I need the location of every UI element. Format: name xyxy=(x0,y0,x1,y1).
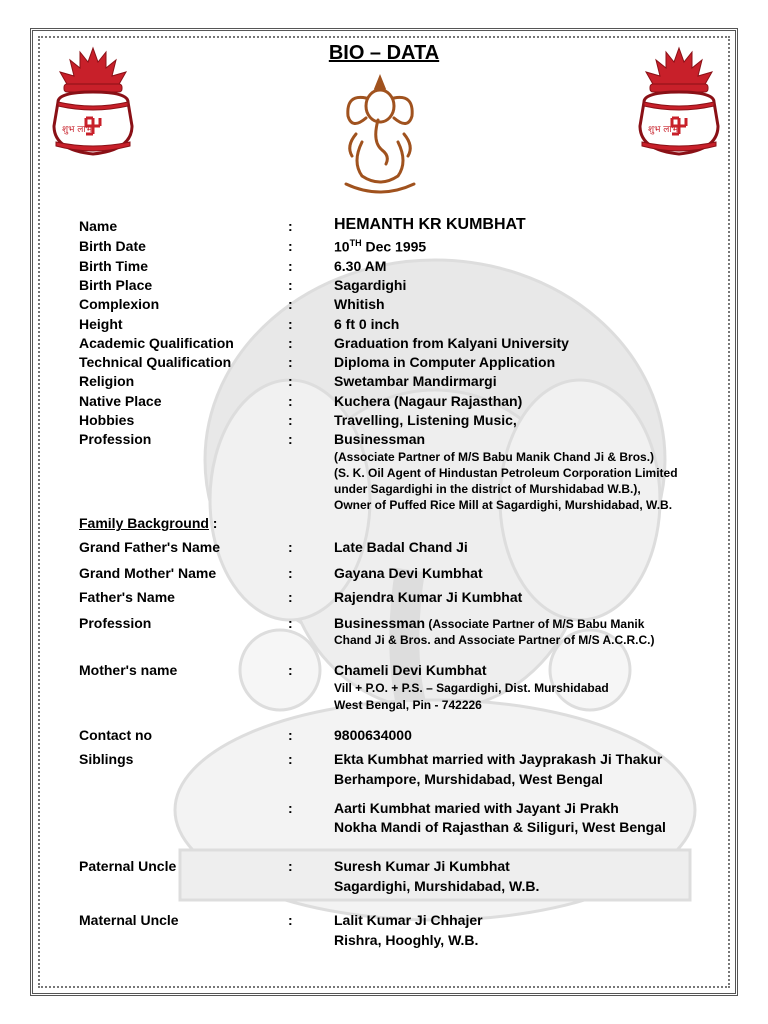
hobbies-value: Travelling, Listening Music, xyxy=(334,412,517,428)
complexion-label: Complexion xyxy=(79,296,160,312)
hobbies-label: Hobbies xyxy=(79,412,135,428)
profession-label: Profession xyxy=(79,431,152,447)
kalash-left-icon xyxy=(50,46,136,158)
mother-address-1: Vill + P.O. + P.S. – Sagardighi, Dist. Murshidabad xyxy=(334,681,609,695)
birth-place-colon: : xyxy=(288,277,293,293)
family-background-heading: Family Background : xyxy=(79,515,218,531)
birth-time-label: Birth Time xyxy=(79,258,148,274)
maternal-uncle-colon: : xyxy=(288,912,293,928)
profession-detail-3: under Sagardighi in the district of Murshidabad W.B.), xyxy=(334,482,641,496)
name-colon: : xyxy=(288,218,293,234)
technical-qualification-label: Technical Qualification xyxy=(79,354,232,370)
paternal-uncle-value: Suresh Kumar Ji Kumbhat xyxy=(334,858,510,874)
svg-text:शुभ लाभ: शुभ लाभ xyxy=(62,125,93,135)
profession-value: Businessman xyxy=(334,431,426,447)
technical-qualification-colon: : xyxy=(288,354,293,370)
sibling-1-value: Ekta Kumbhat married with Jayprakash Ji Thakur xyxy=(334,751,663,767)
birth-time-colon: : xyxy=(288,258,293,274)
profession-detail-1: (Associate Partner of M/S Babu Manik Chand Ji & Bros.) xyxy=(334,450,655,464)
hobbies-colon: : xyxy=(288,412,293,428)
grandfather-value: Late Badal Chand Ji xyxy=(334,539,468,555)
father-profession-detail: Chand Ji & Bros. and Associate Partner of M/S A.C.R.C.) xyxy=(334,633,655,647)
grandfather-label: Grand Father's Name xyxy=(79,539,221,555)
father-profession-colon: : xyxy=(288,615,293,631)
grandmother-label: Grand Mother' Name xyxy=(79,565,217,581)
technical-qualification-value: Diploma in Computer Application xyxy=(334,354,556,370)
birth-date-label: Birth Date xyxy=(79,238,146,254)
mother-colon: : xyxy=(288,662,293,678)
sibling-2-place: Nokha Mandi of Rajasthan & Siliguri, West Bengal xyxy=(334,819,666,835)
height-label: Height xyxy=(79,316,123,332)
maternal-uncle-value: Lalit Kumar Ji Chhajer xyxy=(334,912,483,928)
religion-colon: : xyxy=(288,373,293,389)
document-title: BIO – DATA xyxy=(328,42,440,64)
kalash-right-icon xyxy=(636,46,722,158)
religion-value: Swetambar Mandirmargi xyxy=(334,373,497,389)
native-place-colon: : xyxy=(288,393,293,409)
profession-detail-2: (S. K. Oil Agent of Hindustan Petroleum Corporation Limited xyxy=(334,466,678,480)
father-colon: : xyxy=(288,589,293,605)
paternal-uncle-place: Sagardighi, Murshidabad, W.B. xyxy=(334,878,540,894)
grandmother-value: Gayana Devi Kumbhat xyxy=(334,565,483,581)
paternal-uncle-label: Paternal Uncle xyxy=(79,858,177,874)
birth-time-value: 6.30 AM xyxy=(334,258,387,274)
paternal-uncle-colon: : xyxy=(288,858,293,874)
mother-address-2: West Bengal, Pin - 742226 xyxy=(334,698,482,712)
mother-value: Chameli Devi Kumbhat xyxy=(334,662,487,678)
name-value: HEMANTH KR KUMBHAT xyxy=(334,216,526,233)
birth-date-colon: : xyxy=(288,238,293,254)
grandfather-colon: : xyxy=(288,539,293,555)
native-place-value: Kuchera (Nagaur Rajasthan) xyxy=(334,393,523,409)
contact-label: Contact no xyxy=(79,727,153,743)
native-place-label: Native Place xyxy=(79,393,162,409)
siblings-colon: : xyxy=(288,751,293,767)
grandmother-colon: : xyxy=(288,565,293,581)
father-label: Father's Name xyxy=(79,589,175,605)
mother-label: Mother's name xyxy=(79,662,178,678)
profession-detail-4: Owner of Puffed Rice Mill at Sagardighi, Murshidabad, W.B. xyxy=(334,498,673,512)
siblings-label: Siblings xyxy=(79,751,134,767)
height-colon: : xyxy=(288,316,293,332)
academic-qualification-colon: : xyxy=(288,335,293,351)
complexion-value: Whitish xyxy=(334,296,385,312)
ganesha-icon xyxy=(332,72,428,200)
birth-date-value: 10TH Dec 1995 xyxy=(334,238,427,255)
contact-colon: : xyxy=(288,727,293,743)
father-profession-label: Profession xyxy=(79,615,152,631)
complexion-colon: : xyxy=(288,296,293,312)
sibling-1-place: Berhampore, Murshidabad, West Bengal xyxy=(334,771,603,787)
academic-qualification-value: Graduation from Kalyani University xyxy=(334,335,569,351)
height-value: 6 ft 0 inch xyxy=(334,316,400,332)
contact-value: 9800634000 xyxy=(334,727,412,743)
maternal-uncle-label: Maternal Uncle xyxy=(79,912,179,928)
sibling-2-value: Aarti Kumbhat maried with Jayant Ji Prakh xyxy=(334,800,619,816)
academic-qualification-label: Academic Qualification xyxy=(79,335,234,351)
father-value: Rajendra Kumar Ji Kumbhat xyxy=(334,589,523,605)
sibling-2-colon: : xyxy=(288,800,293,816)
profession-colon: : xyxy=(288,431,293,447)
father-profession-value: Businessman (Associate Partner of M/S Babu Manik xyxy=(334,615,645,631)
maternal-uncle-place: Rishra, Hooghly, W.B. xyxy=(334,932,479,948)
name-label: Name xyxy=(79,218,118,234)
birth-place-value: Sagardighi xyxy=(334,277,407,293)
religion-label: Religion xyxy=(79,373,135,389)
birth-place-label: Birth Place xyxy=(79,277,153,293)
svg-text:शुभ लाभ: शुभ लाभ xyxy=(648,125,679,135)
